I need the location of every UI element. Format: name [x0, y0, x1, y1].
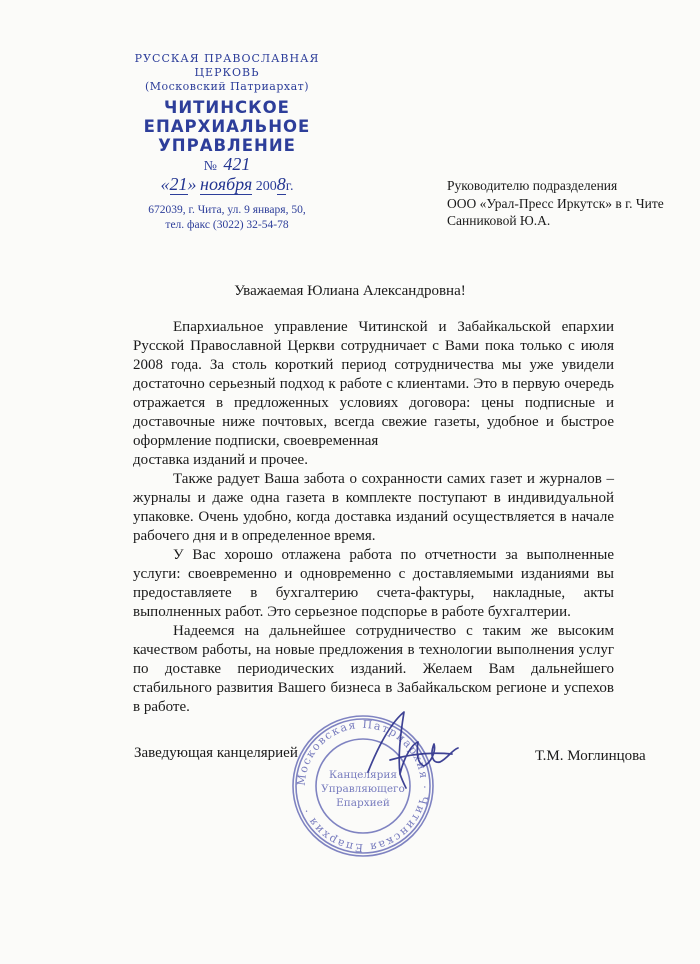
- salutation: Уважаемая Юлиана Александровна!: [234, 283, 466, 299]
- org-address: [112, 203, 342, 233]
- stamp-ring-text: Московская Патриархия · Читинская Епархия ·: [294, 717, 432, 855]
- date-year-digit: 8: [276, 174, 286, 194]
- paragraph-1-tail: доставка изданий и прочее.: [133, 452, 308, 468]
- letterhead: [112, 52, 342, 233]
- paragraph-2: Также радует Ваша забота о сохранности самих газет и журналов – журналы и даже одна газета в комплекте поступают в индивидуальной упаковке. Очень удобно, когда доставка изданий осуществляется в начале рабочего дня и в определенное время.: [133, 471, 614, 544]
- church-name: РУССКАЯ ПРАВОСЛАВНАЯ ЦЕРКОВЬ: [134, 52, 320, 79]
- stamp-center-line1: Канцелярия: [329, 769, 397, 781]
- paragraph-4: Надеемся на дальнейшее сотрудничество с таким же высоким качеством работы, на новые предложения в технологии выполнения услуг по доставке периодических изданий. Желаем Вам дальнейшего стабильного развития Вашего бизнеса в Забайкальском регионе и успехов в работе.: [133, 623, 614, 715]
- recipient-line1: Руководителю подразделения: [447, 178, 618, 193]
- date-year-suffix: г.: [285, 179, 294, 194]
- stamp-center-line2: Управляющего: [321, 783, 405, 795]
- date-month: ноября: [200, 174, 253, 194]
- org-name: [112, 98, 342, 155]
- date-year-prefix: 200: [255, 179, 277, 194]
- stamp-center-line3: Епархией: [336, 797, 390, 809]
- patriarchate: (Московский Патриархат): [144, 80, 310, 93]
- recipient-block: [447, 177, 664, 230]
- letter-body: [133, 318, 614, 717]
- address-line2: тел. факс (3022) 32-54-78: [165, 219, 289, 231]
- paragraph-3: У Вас хорошо отлажена работа по отчетности за выполненные услуги: своевременно и одновременно с доставляемыми изданиями вы предоставляете в бухгалтерию счета-фактуры, накладные, акты выполненных работ. Это серьезное подспорье в работе бухгалтерии.: [133, 547, 614, 620]
- handwritten-signature: [360, 702, 480, 792]
- address-line1: 672039, г. Чита, ул. 9 января, 50,: [148, 204, 306, 216]
- date-open-quote: «: [160, 174, 170, 194]
- date-close-quote: »: [187, 174, 197, 194]
- number-value: 421: [223, 154, 251, 174]
- signatory-name: Т.М. Моглинцова: [535, 748, 646, 764]
- document-date: [112, 175, 342, 196]
- org-name-line1: ЧИТИНСКОЕ: [164, 98, 290, 117]
- number-label: №: [203, 159, 217, 174]
- recipient-line3: Санниковой Ю.А.: [447, 213, 551, 228]
- date-day: 21: [169, 174, 188, 194]
- paragraph-1: Епархиальное управление Читинской и Забайкальской епархии Русской Православной Церкви сотрудничает с Вами пока только с июля 2008 года. За столь короткий период сотрудничества мы уже увидели достаточно серьезный подход к работе с клиентами. Это в первую очередь отражается в предложенных условиях договора: цены подписные и доставочные ниже почтовых, всегда свежие газеты, удобное и быстрое оформление подписки, своевременная: [133, 319, 614, 449]
- org-name-line2: ЕПАРХИАЛЬНОЕ: [143, 117, 311, 136]
- signatory-position: Заведующая канцелярией: [134, 745, 298, 761]
- document-number: [112, 156, 342, 175]
- org-name-line3: УПРАВЛЕНИЕ: [158, 136, 296, 155]
- recipient-line2: ООО «Урал-Пресс Иркутск» в г. Чите: [447, 195, 664, 211]
